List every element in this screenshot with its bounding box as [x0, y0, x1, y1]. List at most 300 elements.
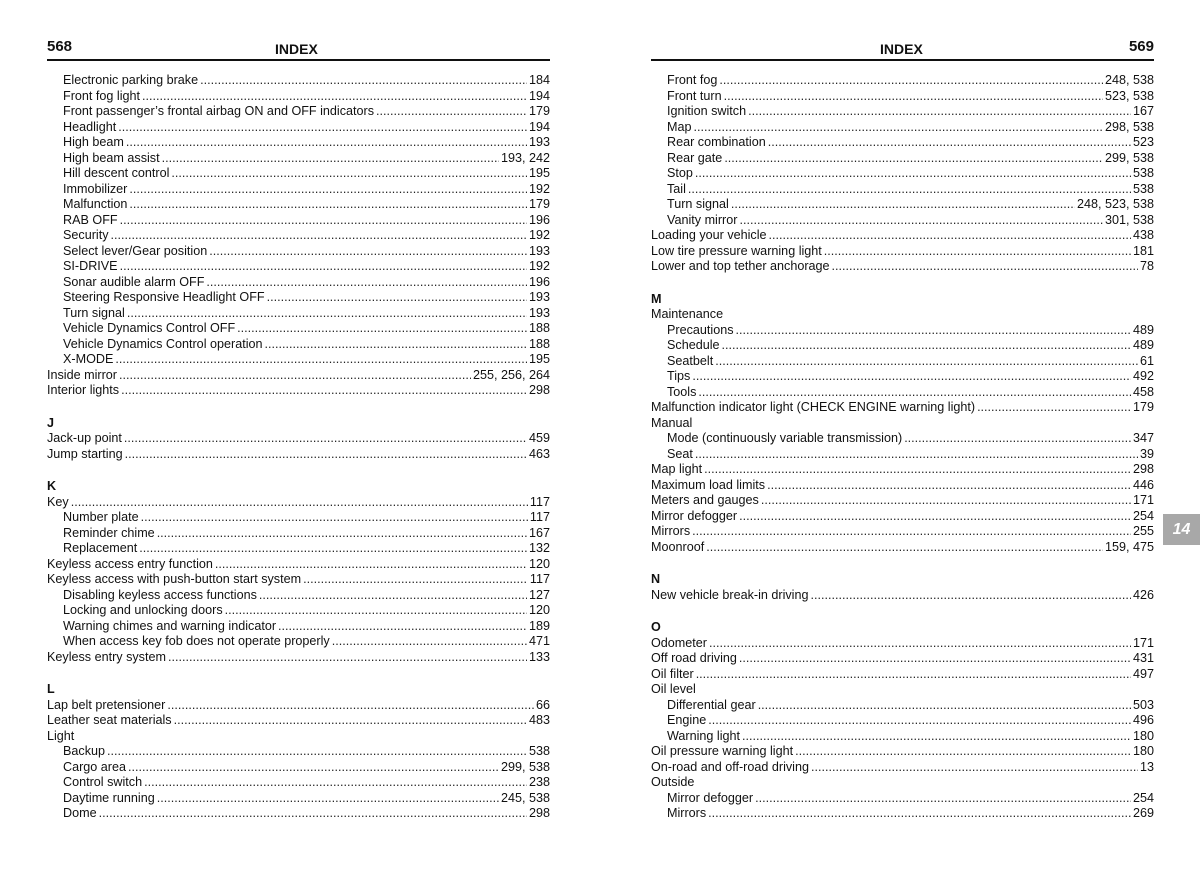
entry-label: Front fog light — [63, 88, 141, 103]
entry-page-ref[interactable]: 248, 523, 538 — [1076, 197, 1154, 211]
dot-leader — [695, 447, 1138, 463]
entry-page-ref[interactable]: 193 — [528, 243, 550, 258]
index-subentry[interactable] — [651, 713, 1154, 729]
entry-label: Mirror defogger — [667, 790, 754, 805]
entry-page-ref[interactable]: 301, 538 — [1104, 212, 1154, 227]
index-subentry[interactable] — [651, 698, 1154, 714]
dot-leader — [904, 431, 1131, 447]
dot-leader — [811, 760, 1138, 776]
index-subentry[interactable] — [47, 135, 550, 151]
entry-page-ref[interactable]: 431 — [1132, 651, 1154, 665]
entry-label: Locking and unlocking doors — [63, 603, 223, 617]
dot-leader — [739, 509, 1131, 525]
index-subentry[interactable] — [651, 338, 1154, 354]
dot-leader — [119, 368, 471, 384]
index-entry[interactable] — [47, 572, 550, 588]
right-page-header — [651, 38, 1154, 61]
entry-label: Jump starting — [47, 446, 123, 461]
entry-label: Mode (continuously variable transmission) — [667, 431, 903, 445]
entry-label: Electronic parking brake — [63, 73, 199, 87]
index-subentry[interactable] — [47, 306, 550, 322]
entry-label: Schedule — [667, 338, 720, 352]
entry-label: Daytime running — [63, 790, 155, 805]
section-letter: K — [47, 479, 57, 493]
entry-label: Replacement — [63, 541, 138, 555]
entry-label: Light — [47, 728, 75, 743]
entry-page-ref[interactable]: 120 — [528, 556, 550, 571]
dot-leader — [225, 603, 527, 619]
index-subentry[interactable] — [651, 151, 1154, 167]
index-entry[interactable] — [651, 493, 1154, 509]
dot-leader — [129, 197, 527, 213]
index-entry[interactable] — [651, 478, 1154, 494]
entry-page-ref[interactable]: 269 — [1132, 806, 1154, 820]
entry-label: Front turn — [667, 88, 722, 103]
entry-page-ref[interactable]: 458 — [1132, 384, 1154, 399]
index-subentry[interactable] — [651, 354, 1154, 370]
index-subentry[interactable] — [651, 182, 1154, 198]
dot-leader — [739, 213, 1103, 229]
dot-leader — [376, 104, 527, 120]
index-entry[interactable] — [651, 259, 1154, 275]
index-subentry[interactable] — [47, 603, 550, 619]
entry-page-ref[interactable]: 195 — [528, 352, 550, 366]
entry-page-ref[interactable]: 188 — [528, 321, 550, 335]
dot-leader — [748, 104, 1131, 120]
entry-label: Steering Responsive Headlight OFF — [63, 290, 265, 304]
index-subentry[interactable] — [47, 321, 550, 337]
section-letter: J — [47, 415, 55, 430]
dot-leader — [769, 228, 1131, 244]
entry-label: Vanity mirror — [667, 212, 738, 227]
entry-page-ref[interactable]: 523 — [1132, 135, 1154, 149]
entry-page-ref[interactable]: 171 — [1132, 493, 1154, 507]
dot-leader — [724, 151, 1103, 167]
dot-leader — [120, 213, 527, 229]
entry-label: Maximum load limits — [651, 477, 766, 492]
entry-label: Engine — [667, 713, 707, 727]
entry-page-ref[interactable]: 180 — [1132, 728, 1154, 743]
index-entry[interactable] — [651, 744, 1154, 760]
index-subentry[interactable] — [47, 337, 550, 353]
dot-leader — [709, 636, 1131, 652]
entry-page-ref[interactable]: 39 — [1139, 446, 1154, 461]
entry-label: Oil level — [651, 682, 696, 696]
index-entry[interactable] — [47, 650, 550, 666]
entry-page-ref[interactable]: 117 — [529, 494, 550, 509]
entry-label: X-MODE — [63, 352, 114, 366]
dot-leader — [115, 352, 527, 368]
index-entry[interactable] — [651, 667, 1154, 683]
index-entry[interactable] — [651, 228, 1154, 244]
dot-leader — [141, 510, 528, 526]
index-subentry[interactable] — [651, 120, 1154, 136]
entry-label: Backup — [63, 744, 106, 758]
dot-leader — [167, 698, 534, 714]
entry-label: Control switch — [63, 775, 143, 789]
entry-page-ref[interactable]: 299, 538 — [500, 759, 550, 774]
entry-label: Immobilizer — [63, 181, 128, 196]
index-subentry[interactable] — [47, 244, 550, 260]
entry-page-ref[interactable]: 248, 538 — [1104, 73, 1154, 87]
index-subentry[interactable] — [47, 526, 550, 542]
entry-label: Rear combination — [667, 135, 766, 149]
entry-label: Select lever/Gear position — [63, 243, 208, 258]
index-entry[interactable] — [651, 540, 1154, 556]
entry-label: Hill descent control — [63, 166, 170, 180]
index-entry[interactable] — [651, 524, 1154, 540]
index-subentry[interactable] — [651, 73, 1154, 89]
index-subentry[interactable] — [47, 120, 550, 136]
entry-label: Vehicle Dynamics Control OFF — [63, 321, 236, 335]
entry-label: Moonroof — [651, 539, 705, 554]
index-subentry[interactable] — [47, 352, 550, 368]
index-subentry[interactable] — [47, 806, 550, 822]
index-subentry[interactable] — [47, 634, 550, 650]
index-entry — [651, 775, 1154, 791]
dot-leader — [811, 588, 1131, 604]
dot-leader — [259, 588, 527, 604]
dot-leader — [694, 120, 1103, 136]
entry-label: Outside — [651, 775, 695, 789]
index-subentry[interactable] — [651, 369, 1154, 385]
entry-page-ref[interactable]: 196 — [528, 274, 550, 289]
index-entry — [651, 416, 1154, 432]
entry-page-ref[interactable]: 196 — [528, 212, 550, 227]
entry-page-ref[interactable]: 195 — [528, 166, 550, 180]
entry-page-ref[interactable]: 192 — [528, 259, 550, 273]
entry-page-ref[interactable]: 193, 242 — [500, 150, 550, 165]
index-entry[interactable] — [47, 368, 550, 384]
entry-page-ref[interactable]: 192 — [528, 228, 550, 242]
entry-label: Keyless access entry function — [47, 556, 213, 571]
entry-page-ref[interactable]: 193 — [528, 290, 550, 304]
entry-page-ref[interactable]: 254 — [1132, 790, 1154, 805]
index-entry[interactable] — [651, 400, 1154, 416]
index-subentry[interactable] — [47, 619, 550, 635]
entry-page-ref[interactable]: 132 — [528, 541, 550, 555]
dot-leader — [692, 524, 1131, 540]
entry-page-ref[interactable]: 483 — [528, 713, 550, 727]
entry-label: Differential gear — [667, 697, 756, 712]
entry-label: Malfunction — [63, 197, 128, 211]
entry-page-ref[interactable]: 127 — [528, 587, 550, 602]
entry-page-ref[interactable]: 61 — [1139, 353, 1154, 368]
entry-label: Jack-up point — [47, 431, 122, 445]
entry-label: Stop — [667, 166, 693, 180]
entry-label: Interior lights — [47, 383, 120, 397]
index-subentry[interactable] — [651, 385, 1154, 401]
dot-leader — [695, 166, 1131, 182]
entry-page-ref[interactable]: 13 — [1139, 759, 1154, 774]
entry-label: Reminder chime — [63, 525, 155, 540]
entry-page-ref[interactable]: 117 — [529, 572, 550, 586]
entry-label: When access key fob does not operate properly — [63, 634, 330, 648]
entry-page-ref[interactable]: 492 — [1132, 369, 1154, 383]
section-letter: M — [651, 291, 662, 306]
dot-leader — [832, 259, 1138, 275]
entry-label: Lower and top tether anchorage — [651, 259, 830, 273]
entry-page-ref[interactable]: 245, 538 — [500, 790, 550, 805]
entry-page-ref[interactable]: 133 — [528, 649, 550, 664]
dot-leader — [111, 228, 527, 244]
section-letter: L — [47, 682, 55, 696]
entry-page-ref[interactable]: 298 — [528, 806, 550, 820]
entry-page-ref[interactable]: 463 — [528, 446, 550, 461]
entry-label: Disabling keyless access functions — [63, 587, 257, 602]
index-entry[interactable] — [651, 651, 1154, 667]
index-subentry[interactable] — [47, 775, 550, 791]
page-number: 569 — [1128, 38, 1154, 55]
entry-page-ref[interactable]: 167 — [528, 525, 550, 540]
entry-page-ref[interactable]: 489 — [1132, 338, 1154, 352]
entry-page-ref[interactable]: 503 — [1132, 697, 1154, 712]
entry-page-ref[interactable]: 471 — [528, 634, 550, 648]
index-entry[interactable] — [651, 509, 1154, 525]
dot-leader — [742, 729, 1131, 745]
index-subentry[interactable] — [47, 151, 550, 167]
entry-label: Map light — [651, 462, 703, 476]
entry-label: Off road driving — [651, 651, 737, 665]
entry-label: Oil pressure warning light — [651, 744, 794, 758]
index-subentry[interactable] — [651, 447, 1154, 463]
dot-leader — [209, 244, 527, 260]
dot-leader — [162, 151, 499, 167]
entry-page-ref[interactable]: 189 — [528, 618, 550, 633]
entry-label: Ignition switch — [667, 104, 747, 118]
entry-page-ref[interactable]: 496 — [1132, 713, 1154, 727]
dot-leader — [698, 385, 1131, 401]
dot-leader — [171, 166, 527, 182]
index-subentry[interactable] — [47, 290, 550, 306]
entry-label: Rear gate — [667, 150, 723, 165]
dot-leader — [127, 306, 527, 322]
entry-label: Sonar audible alarm OFF — [63, 274, 205, 289]
dot-leader — [121, 383, 527, 399]
entry-page-ref[interactable]: 255, 256, 264 — [472, 367, 550, 382]
entry-page-ref[interactable]: 167 — [1132, 104, 1154, 118]
entry-page-ref[interactable]: 538 — [1132, 181, 1154, 196]
entry-page-ref[interactable]: 184 — [528, 73, 550, 87]
dot-leader — [126, 135, 527, 151]
index-subentry[interactable] — [47, 744, 550, 760]
index-entry[interactable] — [47, 495, 550, 511]
entry-page-ref[interactable]: 179 — [528, 197, 550, 211]
entry-label: Keyless access with push-button start system — [47, 572, 302, 586]
entry-label: Security — [63, 228, 109, 242]
index-entry[interactable] — [47, 447, 550, 463]
entry-page-ref[interactable]: 194 — [528, 88, 550, 103]
page-number: 568 — [47, 38, 73, 55]
index-subentry[interactable] — [651, 729, 1154, 745]
entry-page-ref[interactable]: 159, 475 — [1104, 539, 1154, 554]
index-subentry[interactable] — [651, 791, 1154, 807]
entry-label: SI-DRIVE — [63, 259, 118, 273]
index-subentry[interactable] — [651, 213, 1154, 229]
entry-page-ref[interactable]: 426 — [1132, 587, 1154, 602]
dot-leader — [708, 713, 1131, 729]
entry-label: Headlight — [63, 119, 117, 134]
entry-label: Front passenger’s frontal airbag ON and OFF indicators — [63, 104, 375, 118]
index-subentry[interactable] — [47, 588, 550, 604]
index-subentry[interactable] — [651, 197, 1154, 213]
entry-page-ref[interactable]: 459 — [528, 431, 550, 445]
index-entry[interactable] — [651, 760, 1154, 776]
dot-leader — [128, 760, 499, 776]
entry-label: Seatbelt — [667, 353, 714, 368]
index-subentry[interactable] — [47, 275, 550, 291]
section-letter: O — [651, 620, 661, 634]
entry-page-ref[interactable]: 193 — [528, 305, 550, 320]
index-entry[interactable] — [651, 588, 1154, 604]
entry-page-ref[interactable]: 523, 538 — [1104, 88, 1154, 103]
entry-page-ref[interactable]: 347 — [1132, 431, 1154, 445]
index-entry[interactable] — [47, 431, 550, 447]
entry-page-ref[interactable]: 78 — [1139, 259, 1154, 273]
dot-leader — [142, 89, 527, 105]
index-entries-left — [47, 61, 550, 822]
entry-label: High beam — [63, 135, 124, 149]
entry-label: Precautions — [667, 322, 734, 337]
index-entry[interactable] — [47, 698, 550, 714]
entry-label: Maintenance — [651, 307, 724, 321]
dot-leader — [688, 182, 1131, 198]
index-subentry[interactable] — [47, 104, 550, 120]
dot-leader — [157, 526, 527, 542]
dot-leader — [696, 667, 1131, 683]
dot-leader — [267, 290, 527, 306]
entry-page-ref[interactable]: 446 — [1132, 477, 1154, 492]
index-entries-right — [651, 61, 1154, 822]
entry-label: Odometer — [651, 635, 707, 650]
entry-page-ref[interactable]: 254 — [1132, 508, 1154, 523]
entry-label: Turn signal — [63, 305, 125, 320]
entry-page-ref[interactable]: 188 — [528, 336, 550, 351]
dot-leader — [215, 557, 527, 573]
entry-page-ref[interactable]: 120 — [528, 603, 550, 617]
dot-leader — [719, 73, 1103, 89]
entry-label: Tools — [667, 384, 697, 399]
entry-page-ref[interactable]: 193 — [528, 135, 550, 149]
index-entry[interactable] — [651, 462, 1154, 478]
entry-label: Low tire pressure warning light — [651, 243, 822, 258]
dot-leader — [708, 806, 1131, 822]
entry-page-ref[interactable]: 179 — [1132, 400, 1154, 414]
entry-label: Front fog — [667, 73, 718, 87]
dot-leader — [144, 775, 527, 791]
index-entry[interactable] — [47, 713, 550, 729]
section-letter: N — [651, 572, 661, 586]
entry-page-ref[interactable]: 180 — [1132, 744, 1154, 758]
index-entry — [47, 729, 550, 745]
entry-page-ref[interactable]: 538 — [528, 744, 550, 758]
index-entry[interactable] — [651, 636, 1154, 652]
index-subentry[interactable] — [651, 135, 1154, 151]
dot-leader — [715, 354, 1138, 370]
index-subentry[interactable] — [47, 213, 550, 229]
index-entry — [651, 307, 1154, 323]
entry-label: Mirrors — [651, 524, 691, 538]
entry-page-ref[interactable]: 298, 538 — [1104, 119, 1154, 134]
index-entry[interactable] — [47, 383, 550, 399]
entry-page-ref[interactable]: 171 — [1132, 635, 1154, 650]
entry-page-ref[interactable]: 117 — [529, 510, 550, 524]
entry-page-ref[interactable]: 192 — [528, 181, 550, 196]
index-entry[interactable] — [651, 244, 1154, 260]
entry-page-ref[interactable]: 66 — [535, 697, 550, 712]
entry-page-ref[interactable]: 255 — [1132, 524, 1154, 538]
index-subentry[interactable] — [651, 323, 1154, 339]
entry-page-ref[interactable]: 438 — [1132, 228, 1154, 242]
dot-leader — [303, 572, 528, 588]
dot-leader — [99, 806, 527, 822]
dot-leader — [265, 337, 527, 353]
dot-leader — [736, 323, 1131, 339]
index-subentry[interactable] — [651, 806, 1154, 822]
dot-leader — [71, 495, 528, 511]
entry-label: Malfunction indicator light (CHECK ENGINE warning light) — [651, 400, 976, 414]
index-subentry[interactable] — [47, 791, 550, 807]
dot-leader — [692, 369, 1131, 385]
entry-label: New vehicle break-in driving — [651, 587, 809, 602]
entry-page-ref[interactable]: 238 — [528, 775, 550, 789]
entry-label: Vehicle Dynamics Control operation — [63, 336, 263, 351]
dot-leader — [824, 244, 1131, 260]
index-subentry[interactable] — [651, 431, 1154, 447]
page-title: INDEX — [275, 41, 318, 57]
index-subentry[interactable] — [47, 182, 550, 198]
index-subentry[interactable] — [651, 89, 1154, 105]
index-subentry[interactable] — [47, 89, 550, 105]
entry-page-ref[interactable]: 298 — [528, 383, 550, 397]
index-entry[interactable] — [47, 557, 550, 573]
dot-leader — [755, 791, 1131, 807]
entry-label: Turn signal — [667, 197, 729, 211]
index-subentry[interactable] — [651, 166, 1154, 182]
index-subentry[interactable] — [47, 73, 550, 89]
entry-label: Keyless entry system — [47, 649, 166, 664]
entry-label: Key — [47, 494, 69, 509]
dot-leader — [124, 431, 527, 447]
entry-label: Seat — [667, 446, 693, 461]
index-subentry[interactable] — [47, 166, 550, 182]
index-subentry[interactable] — [651, 104, 1154, 120]
entry-page-ref[interactable]: 179 — [528, 104, 550, 118]
chapter-tab[interactable]: 14 — [1163, 514, 1200, 545]
index-subentry[interactable] — [47, 197, 550, 213]
left-page — [47, 38, 550, 822]
entry-page-ref[interactable]: 299, 538 — [1104, 150, 1154, 165]
index-subentry[interactable] — [47, 760, 550, 776]
dot-leader — [200, 73, 527, 89]
entry-page-ref[interactable]: 538 — [1132, 166, 1154, 180]
entry-label: Tips — [667, 369, 691, 383]
index-subentry[interactable] — [47, 510, 550, 526]
index-subentry[interactable] — [47, 259, 550, 275]
entry-page-ref[interactable]: 181 — [1132, 243, 1154, 258]
entry-label: Leather seat materials — [47, 713, 172, 727]
entry-page-ref[interactable]: 497 — [1132, 666, 1154, 681]
index-subentry[interactable] — [47, 541, 550, 557]
right-page — [651, 38, 1154, 822]
entry-label: Cargo area — [63, 759, 127, 774]
entry-page-ref[interactable]: 194 — [528, 119, 550, 134]
dot-leader — [168, 650, 527, 666]
entry-label: Map — [667, 119, 692, 134]
index-subentry[interactable] — [47, 228, 550, 244]
entry-page-ref[interactable]: 489 — [1132, 322, 1154, 337]
entry-page-ref[interactable]: 298 — [1132, 462, 1154, 476]
